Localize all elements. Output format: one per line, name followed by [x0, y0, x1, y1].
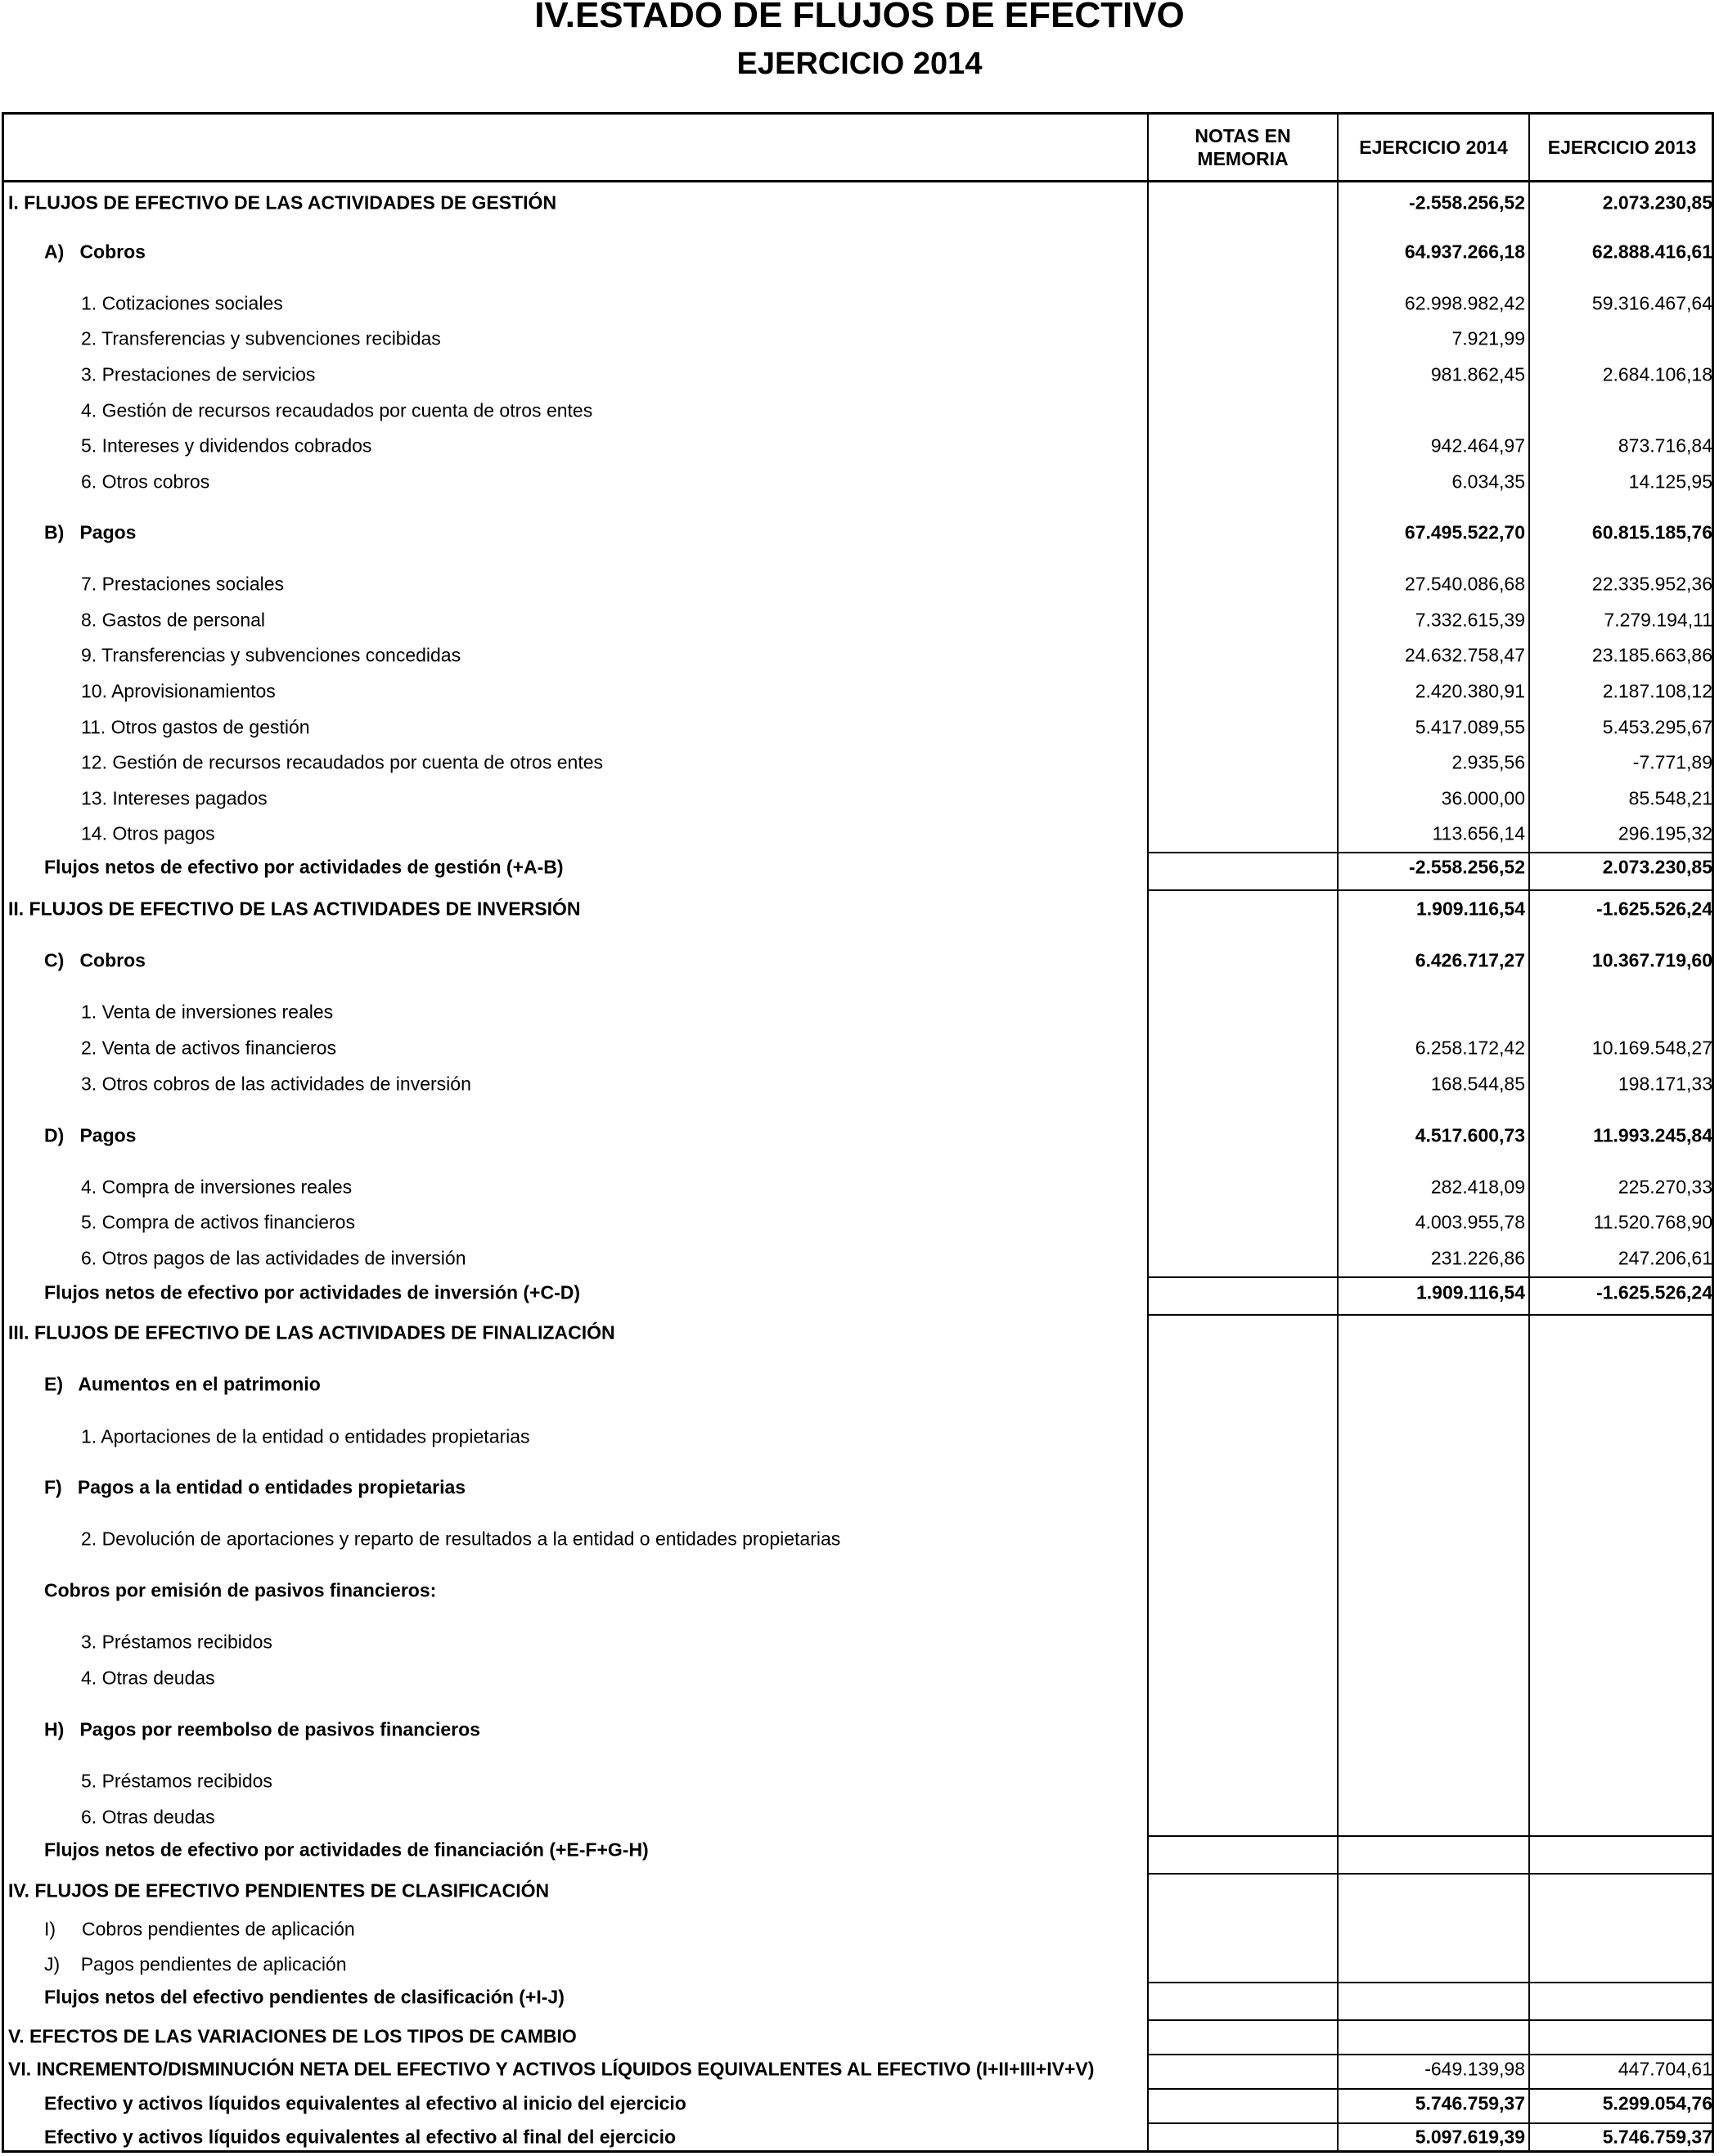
header-ejercicio-2013: EJERCICIO 2013: [1547, 137, 1697, 158]
table-row: [0, 187, 1719, 218]
row-label: 13. Intereses pagados: [81, 787, 268, 809]
value-2014: 113.656,14: [1432, 822, 1525, 844]
table-row: [0, 1982, 1719, 2013]
table-row: [0, 1802, 1719, 1833]
table-row: [0, 236, 1719, 268]
row-divider: [1147, 2122, 1714, 2124]
value-2014: 1.909.116,54: [1415, 898, 1525, 920]
row-label: IV. FLUJOS DE EFECTIVO PENDIENTES DE CLASIFICACIÓN: [8, 1879, 550, 1902]
value-2014: 2.420.380,91: [1415, 680, 1525, 702]
value-2014: 4.003.955,78: [1415, 1211, 1525, 1233]
table-row: [0, 395, 1719, 426]
table-row: [0, 1207, 1719, 1238]
row-label: I) Cobros pendientes de aplicación: [44, 1918, 355, 1940]
table-row: [0, 640, 1719, 671]
document-subtitle: EJERCICIO 2014: [736, 47, 983, 81]
row-label: 6. Otras deudas: [81, 1806, 215, 1828]
row-label: 8. Gastos de personal: [81, 609, 266, 631]
header-notas-memoria: [1149, 115, 1337, 180]
table-row: [0, 1033, 1719, 1064]
table-row: [0, 1120, 1719, 1151]
row-divider: [1147, 852, 1714, 853]
row-label: 6. Otros cobros: [81, 470, 210, 493]
value-2013: 59.316.467,64: [1591, 292, 1712, 314]
table-row: [0, 1914, 1719, 1945]
table-row: [0, 430, 1719, 461]
table-row: [0, 1243, 1719, 1274]
row-label: 11. Otros gastos de gestión: [81, 716, 310, 738]
row-label: J) Pagos pendientes de aplicación: [44, 1953, 347, 1975]
value-2013: 873.716,84: [1618, 434, 1712, 457]
row-divider: [1147, 2019, 1714, 2021]
value-2013: 10.169.548,27: [1591, 1037, 1712, 1059]
row-label: 5. Compra de activos financieros: [81, 1211, 355, 1233]
row-label: 3. Préstamos recibidos: [81, 1631, 272, 1653]
value-2013: -1.625.526,24: [1596, 1281, 1712, 1303]
table-row: [0, 1524, 1719, 1555]
value-2014: 6.426.717,27: [1415, 949, 1525, 971]
table-row: [0, 747, 1719, 778]
row-divider: [1147, 2088, 1714, 2090]
row-label: 9. Transferencias y subvenciones concedidas: [81, 644, 461, 666]
row-label: VI. INCREMENTO/DISMINUCIÓN NETA DEL EFECTIVO Y ACTIVOS LÍQUIDOS EQUIVALENTES AL EFECTIVO (I+II+III+IV+V): [8, 2058, 1095, 2080]
table-row: [0, 517, 1719, 548]
table-row: [0, 1875, 1719, 1906]
value-2014: 62.998.982,42: [1404, 292, 1525, 314]
value-2014: 6.034,35: [1451, 470, 1525, 493]
table-row: [0, 783, 1719, 814]
row-label: Flujos netos de efectivo por actividades de financiación (+E-F+G-H): [44, 1839, 649, 1861]
header-ejercicio-2014: EJERCICIO 2014: [1359, 137, 1508, 158]
value-2014: 981.862,45: [1430, 363, 1525, 385]
row-label: Efectivo y activos líquidos equivalentes al efectivo al final del ejercicio: [44, 2126, 677, 2148]
row-label: A) Cobros: [44, 241, 146, 263]
value-2013: 11.520.768,90: [1593, 1211, 1712, 1233]
value-2013: 2.073.230,85: [1602, 191, 1712, 214]
table-row: [0, 1421, 1719, 1452]
row-label: 2. Transferencias y subvenciones recibidas: [81, 327, 441, 349]
value-2013: 85.548,21: [1628, 787, 1712, 809]
table-row: [0, 2122, 1719, 2153]
row-divider: [1147, 1314, 1714, 1316]
value-2013: 2.073.230,85: [1602, 856, 1712, 878]
document-title: IV.ESTADO DE FLUJOS DE EFECTIVO: [534, 0, 1185, 35]
table-row: [0, 323, 1719, 354]
row-label: 1. Venta de inversiones reales: [81, 1001, 334, 1023]
header-notas-line1: NOTAS EN: [1195, 125, 1291, 146]
value-2014: 1.909.116,54: [1415, 1281, 1525, 1303]
table-row: [0, 893, 1719, 925]
column-divider: [1147, 114, 1149, 2151]
row-label: 1. Aportaciones de la entidad o entidades propietarias: [81, 1425, 530, 1447]
value-2013: 198.171,33: [1618, 1073, 1712, 1095]
value-2013: 62.888.416,61: [1591, 241, 1712, 263]
value-2014: 64.937.266,18: [1404, 241, 1525, 263]
row-label: 12. Gestión de recursos recaudados por cuenta de otros entes: [81, 751, 604, 773]
table-row: [0, 997, 1719, 1028]
value-2013: 447.704,61: [1618, 2058, 1712, 2080]
column-divider: [1528, 114, 1530, 2151]
table-row: [0, 676, 1719, 707]
value-2014: 24.632.758,47: [1404, 644, 1525, 666]
row-label: 4. Gestión de recursos recaudados por cuenta de otros entes: [81, 399, 593, 421]
value-2013: 60.815.185,76: [1591, 521, 1712, 543]
value-2013: 10.367.719,60: [1591, 949, 1712, 971]
row-label: V. EFECTOS DE LAS VARIACIONES DE LOS TIPOS DE CAMBIO: [8, 2025, 577, 2047]
value-2014: -649.139,98: [1424, 2058, 1525, 2080]
value-2013: 247.206,61: [1618, 1247, 1712, 1269]
table-row: [0, 1949, 1719, 1980]
table-row: [0, 466, 1719, 497]
column-divider: [1337, 114, 1339, 2151]
value-2014: 67.495.522,70: [1404, 521, 1525, 543]
row-label: 5. Préstamos recibidos: [81, 1770, 272, 1792]
value-2014: 168.544,85: [1430, 1073, 1525, 1095]
header-notas-line2: MEMORIA: [1197, 148, 1289, 169]
value-2014: 231.226,86: [1430, 1247, 1525, 1269]
row-label: B) Pagos: [44, 521, 137, 543]
row-divider: [1147, 2054, 1714, 2055]
row-label: Cobros por emisión de pasivos financieros:: [44, 1579, 437, 1601]
table-row: [0, 818, 1719, 849]
value-2014: 282.418,09: [1430, 1176, 1525, 1198]
table-row: [0, 2021, 1719, 2052]
value-2014: -2.558.256,52: [1409, 856, 1525, 878]
value-2013: 7.279.194,11: [1604, 609, 1712, 631]
row-label: 7. Prestaciones sociales: [81, 573, 285, 595]
table-row: [0, 2088, 1719, 2119]
table-row: [0, 605, 1719, 636]
row-label: D) Pagos: [44, 1124, 137, 1146]
row-label: I. FLUJOS DE EFECTIVO DE LAS ACTIVIDADES DE GESTIÓN: [8, 191, 557, 214]
row-divider: [1147, 889, 1714, 891]
table-row: [0, 569, 1719, 600]
value-2014: 36.000,00: [1441, 787, 1525, 809]
row-label: 3. Otros cobros de las actividades de inversión: [81, 1073, 471, 1095]
row-label: 4. Otras deudas: [81, 1667, 215, 1689]
value-2013: 2.684.106,18: [1602, 363, 1712, 385]
value-2013: 5.299.054,76: [1602, 2092, 1712, 2114]
table-row: [0, 1172, 1719, 1203]
table-row: [0, 1714, 1719, 1745]
table-row: [0, 712, 1719, 743]
row-label: Efectivo y activos líquidos equivalentes al efectivo al inicio del ejercicio: [44, 2092, 686, 2114]
row-divider: [1147, 1276, 1714, 1278]
table-row: [0, 1277, 1719, 1308]
table-row: [0, 1663, 1719, 1694]
row-label: III. FLUJOS DE EFECTIVO DE LAS ACTIVIDADES DE FINALIZACIÓN: [8, 1321, 615, 1344]
row-label: F) Pagos a la entidad o entidades propietarias: [44, 1476, 466, 1498]
value-2013: -7.771,89: [1632, 751, 1712, 773]
row-label: 3. Prestaciones de servicios: [81, 363, 316, 385]
row-label: C) Cobros: [44, 949, 146, 971]
table-row: [0, 1069, 1719, 1100]
row-divider: [1147, 1982, 1714, 1983]
value-2013: 22.335.952,36: [1591, 573, 1712, 595]
value-2014: 6.258.172,42: [1415, 1037, 1525, 1059]
row-label: 2. Devolución de aportaciones y reparto de resultados a la entidad o entidades propietarias: [81, 1528, 841, 1550]
row-label: Flujos netos del efectivo pendientes de clasificación (+I-J): [44, 1986, 565, 2008]
row-label: 5. Intereses y dividendos cobrados: [81, 434, 372, 457]
table-row: [0, 945, 1719, 976]
table-row: [0, 852, 1719, 883]
row-label: 10. Aprovisionamientos: [81, 680, 276, 702]
table-row: [0, 1472, 1719, 1503]
value-2014: 4.517.600,73: [1415, 1124, 1525, 1146]
table-row: [0, 2054, 1719, 2085]
table-row: [0, 1834, 1719, 1866]
row-label: Flujos netos de efectivo por actividades de inversión (+C-D): [44, 1281, 581, 1303]
row-label: E) Aumentos en el patrimonio: [44, 1373, 321, 1395]
row-label: 1. Cotizaciones sociales: [81, 292, 283, 314]
value-2014: 5.417.089,55: [1415, 716, 1525, 738]
row-label: 6. Otros pagos de las actividades de inversión: [81, 1247, 466, 1269]
table-row: [0, 1766, 1719, 1797]
row-label: II. FLUJOS DE EFECTIVO DE LAS ACTIVIDADES DE INVERSIÓN: [8, 898, 581, 920]
table-row: [0, 288, 1719, 319]
value-2014: 5.746.759,37: [1415, 2092, 1525, 2114]
value-2013: -1.625.526,24: [1596, 898, 1712, 920]
value-2013: 296.195,32: [1618, 822, 1712, 844]
table-row: [0, 1575, 1719, 1606]
row-divider: [1147, 1835, 1714, 1837]
value-2013: 23.185.663,86: [1591, 644, 1712, 666]
value-2014: 7.921,99: [1451, 327, 1525, 349]
value-2014: 27.540.086,68: [1404, 573, 1525, 595]
value-2014: 5.097.619,39: [1415, 2126, 1525, 2148]
value-2013: 2.187.108,12: [1602, 680, 1712, 702]
row-label: 2. Venta de activos financieros: [81, 1037, 336, 1059]
value-2013: 5.746.759,37: [1602, 2126, 1712, 2148]
value-2014: 2.935,56: [1451, 751, 1525, 773]
table-row: [0, 1627, 1719, 1658]
value-2013: 11.993.245,84: [1593, 1124, 1712, 1146]
row-label: Flujos netos de efectivo por actividades de gestión (+A-B): [44, 856, 564, 878]
row-divider: [1147, 1873, 1714, 1875]
value-2014: 7.332.615,39: [1415, 609, 1525, 631]
row-label: 14. Otros pagos: [81, 822, 215, 844]
value-2014: 942.464,97: [1430, 434, 1525, 457]
value-2013: 14.125,95: [1628, 470, 1712, 493]
row-label: 4. Compra de inversiones reales: [81, 1176, 353, 1198]
value-2013: 225.270,33: [1618, 1176, 1712, 1198]
value-2014: -2.558.256,52: [1409, 191, 1525, 214]
table-row: [0, 1369, 1719, 1400]
value-2013: 5.453.295,67: [1602, 716, 1712, 738]
table-row: [0, 359, 1719, 390]
header-divider: [2, 180, 1714, 182]
table-row: [0, 1317, 1719, 1348]
row-label: H) Pagos por reembolso de pasivos financieros: [44, 1718, 480, 1740]
